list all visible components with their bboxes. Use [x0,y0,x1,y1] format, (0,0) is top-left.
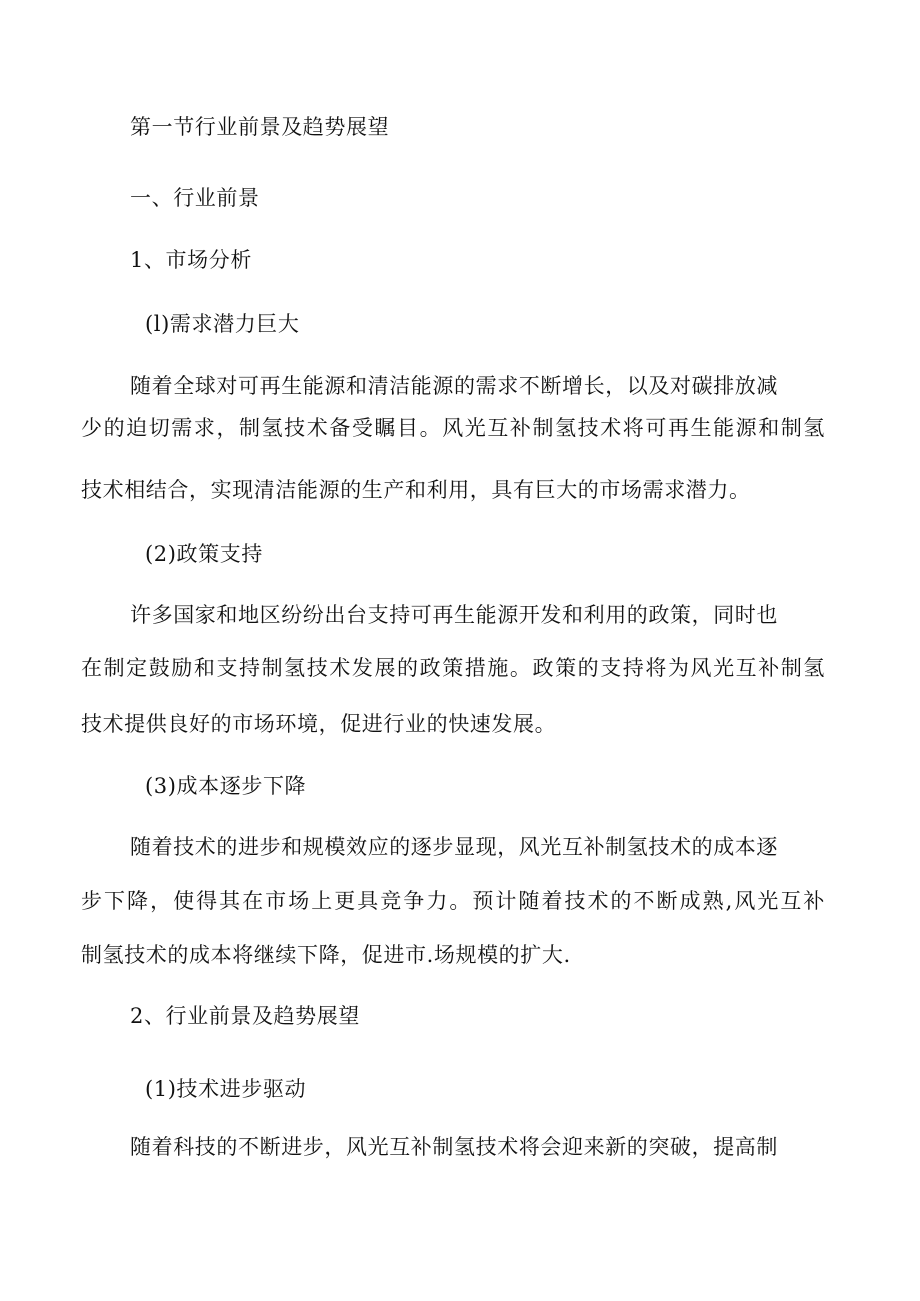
item-cost-decline-title: (3)成本逐步下降 [145,774,307,798]
heading-industry-outlook: 一、行业前景 [130,186,260,210]
subheading-market-analysis: 1、市场分析 [130,248,252,272]
paragraph-line: 许多国家和地区纷纷出台支持可再生能源开发和利用的政策，同时也 [130,603,778,627]
paragraph-line: 步下降，使得其在市场上更具竞争力。预计随着技术的不断成熟,风光互补 [81,889,825,913]
paragraph-line: 随着全球对可再生能源和清洁能源的需求不断增长，以及对碳排放减 [130,374,778,398]
paragraph-line: 随着技术的进步和规模效应的逐步显现，风光互补制氢技术的成本逐 [130,835,778,859]
paragraph-line: 技术相结合，实现清洁能源的生产和利用，具有巨大的市场需求潜力。 [81,478,751,502]
paragraph-line: 制氢技术的成本将继续下降，促进市.场规模的扩大. [81,943,571,967]
subheading-trend-outlook: 2、行业前景及趋势展望 [130,1004,360,1028]
paragraph-line: 随着科技的不断进步，风光互补制氢技术将会迎来新的突破，提高制 [130,1135,778,1159]
paragraph-line: 少的迫切需求，制氢技术备受瞩目。风光互补制氢技术将可再生能源和制氢 [81,416,825,440]
paragraph-line: 技术提供良好的市场环境，促进行业的快速发展。 [81,712,557,736]
item-policy-support-title: (2)政策支持 [145,542,263,566]
paragraph-line: 在制定鼓励和支持制氢技术发展的政策措施。政策的支持将为风光互补制氢 [81,656,825,680]
item-tech-progress-title: (1)技术进步驱动 [145,1077,307,1101]
section-title: 第一节行业前景及趋势展望 [130,115,390,139]
item-demand-potential-title: (l)需求潜力巨大 [145,312,300,336]
